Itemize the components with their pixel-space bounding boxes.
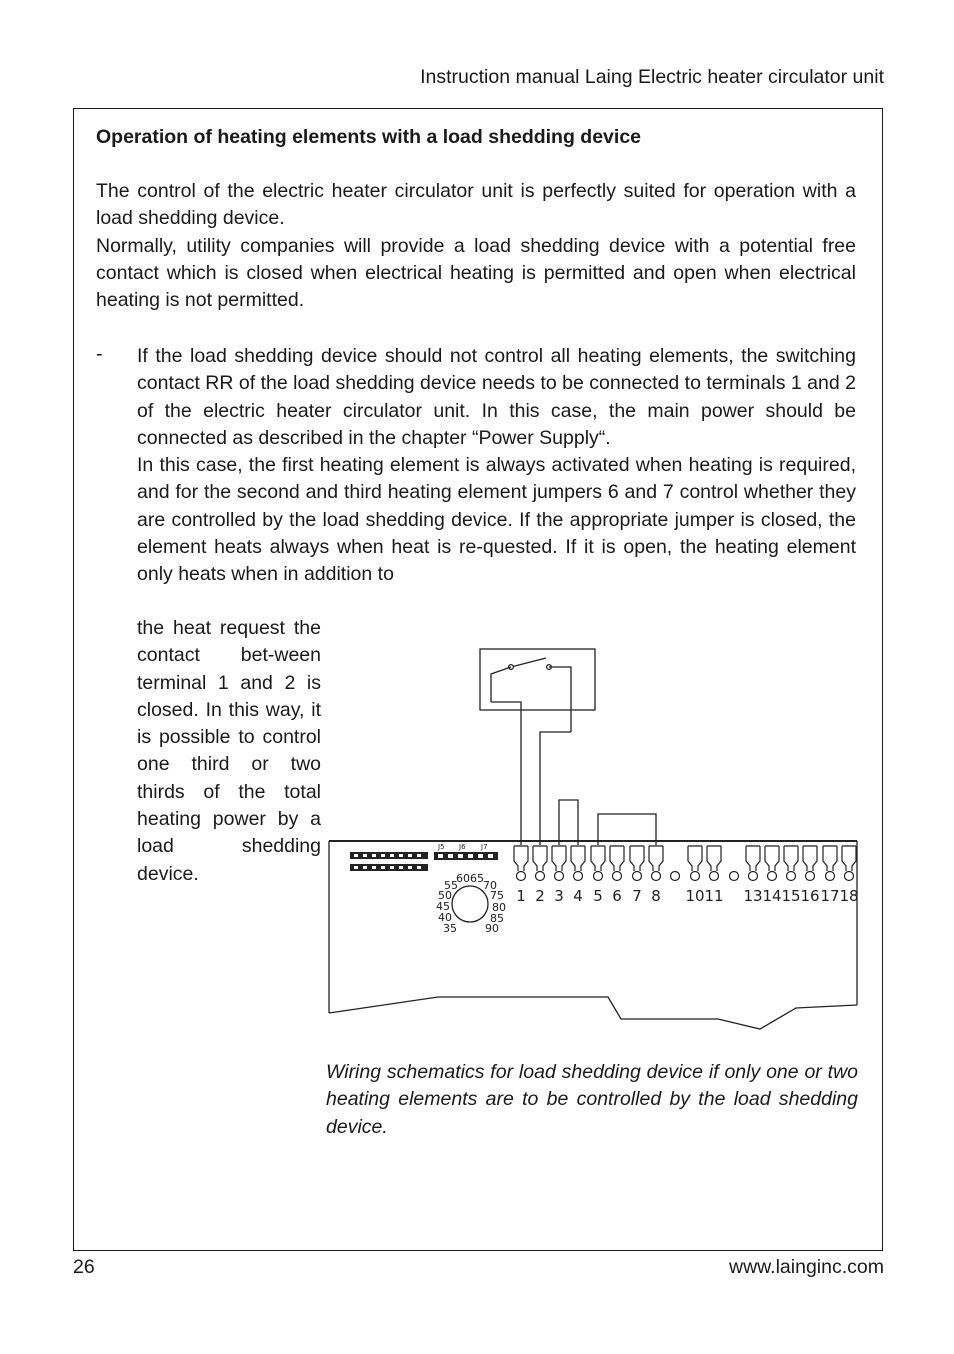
section-heading: Operation of heating elements with a load shedding device xyxy=(96,126,642,148)
screw-terminal xyxy=(630,846,644,871)
dial-label: 45 xyxy=(436,900,450,913)
terminal-screw xyxy=(517,872,526,881)
terminal-screw xyxy=(749,872,758,881)
screw-terminal xyxy=(765,846,779,871)
screw-terminal xyxy=(533,846,547,871)
screw-terminal xyxy=(571,846,585,871)
terminal-label-1: 1 xyxy=(516,887,526,905)
screw-terminal xyxy=(552,846,566,871)
terminal-label-5: 5 xyxy=(593,887,603,905)
terminal-label-15: 15 xyxy=(781,887,801,905)
terminal-label-13: 13 xyxy=(743,887,763,905)
dial-label: 70 xyxy=(483,879,497,892)
bullet-continuation: the heat request the contact bet-ween terminal 1 and 2 is closed. In this way, it is possible to control one third or two thirds of the total heating power by a load shedding device. xyxy=(137,617,321,885)
intro-paragraph-2: Normally, utility companies will provide a load shedding device with a potential free contact which is closed when electrical heating is permitted and open when electrical heating is not permitted. xyxy=(96,234,856,312)
terminal-screw xyxy=(806,872,815,881)
screw-terminal xyxy=(610,846,624,871)
terminal-screw xyxy=(691,872,700,881)
terminal-screw xyxy=(594,872,603,881)
terminal-screw xyxy=(613,872,622,881)
jumper-label-j7: J7 xyxy=(481,843,488,851)
screw-terminal xyxy=(784,846,798,871)
terminal-label-8: 8 xyxy=(651,887,661,905)
mounting-hole xyxy=(730,872,739,881)
dial-label: 75 xyxy=(490,889,504,902)
terminal-screw xyxy=(768,872,777,881)
terminal-label-18: 18 xyxy=(839,887,859,905)
terminal-screw xyxy=(826,872,835,881)
terminal-screw xyxy=(574,872,583,881)
terminal-screw xyxy=(845,872,854,881)
dial-label: 55 xyxy=(444,879,458,892)
screw-terminal xyxy=(707,846,721,871)
screw-terminal xyxy=(746,846,760,871)
screw-terminal xyxy=(649,846,663,871)
running-header: Instruction manual Laing Electric heater circulator unit xyxy=(420,66,884,88)
terminal-strip xyxy=(514,846,856,881)
terminal-screw xyxy=(710,872,719,881)
intro-text xyxy=(96,178,856,314)
bullet-paragraph-2: In this case, the first heating element is always activated when heating is required, and for the second and third heating element jumpers 6 and 7 control whether they are controlled by the load shedding device. If the appropriate jumper is closed, the element heats always when heat is re-quested. If it is open, the heating element only heats when in addition to xyxy=(137,454,856,586)
terminal-label-11: 11 xyxy=(704,887,724,905)
terminal-screw xyxy=(652,872,661,881)
footer-url: www.lainginc.com xyxy=(729,1256,884,1278)
bullet-text xyxy=(137,343,856,589)
terminal-labels xyxy=(516,887,858,905)
wiring-schematic xyxy=(326,640,860,1035)
jumper-label-j6: J6 xyxy=(459,843,466,851)
dial-label: 6065 xyxy=(456,872,484,885)
screw-terminal xyxy=(823,846,837,871)
terminal-label-16: 16 xyxy=(800,887,820,905)
intro-paragraph-1: The control of the electric heater circulator unit is perfectly suited for operation with a load shedding device. xyxy=(96,180,856,230)
terminal-label-2: 2 xyxy=(535,887,545,905)
terminal-screw xyxy=(555,872,564,881)
load-shedding-device-box xyxy=(480,649,595,710)
screw-terminal xyxy=(688,846,702,871)
dial-label: 80 xyxy=(492,901,506,914)
terminal-label-3: 3 xyxy=(554,887,564,905)
terminal-screw xyxy=(536,872,545,881)
terminal-label-17: 17 xyxy=(820,887,840,905)
dial-label: 35 xyxy=(443,922,457,935)
terminal-label-10: 10 xyxy=(685,887,705,905)
screw-terminal xyxy=(514,846,528,871)
jumper-label-j5: J5 xyxy=(438,843,445,851)
dial-label: 85 xyxy=(490,912,504,925)
terminal-screw xyxy=(787,872,796,881)
terminal-label-14: 14 xyxy=(762,887,782,905)
bullet-marker: - xyxy=(96,343,103,365)
terminal-label-6: 6 xyxy=(612,887,622,905)
screw-terminal xyxy=(591,846,605,871)
page-number: 26 xyxy=(73,1256,95,1278)
terminal-screw xyxy=(633,872,642,881)
dial-label: 50 xyxy=(438,889,452,902)
dial-label: 90 xyxy=(485,922,499,935)
figure-caption: Wiring schematics for load shedding device if only one or two heating elements are to be controlled by the load shedding device. xyxy=(326,1061,858,1138)
bullet-paragraph-1: If the load shedding device should not control all heating elements, the switching contact RR of the load shedding device needs to be connected to terminals 1 and 2 of the electric heater circulator unit. In this case, the main power should be connected as described in the chapter “Power Supply“. xyxy=(137,345,856,449)
mounting-hole xyxy=(671,872,680,881)
thermostat-dial-labels xyxy=(436,872,506,935)
terminal-label-7: 7 xyxy=(632,887,642,905)
screw-terminal xyxy=(842,846,856,871)
screw-terminal xyxy=(803,846,817,871)
dial-label: 40 xyxy=(438,911,452,924)
terminal-label-4: 4 xyxy=(573,887,583,905)
